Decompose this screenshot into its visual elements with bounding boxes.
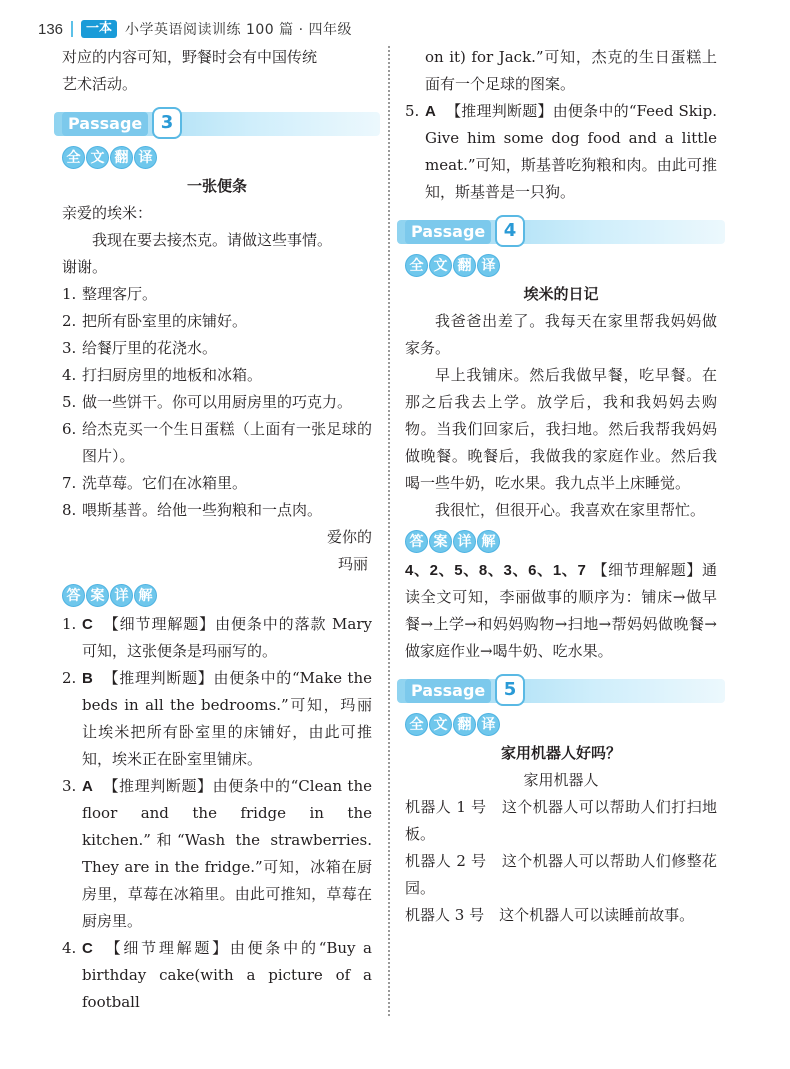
tag-char: 全 (62, 146, 85, 169)
tag-char: 文 (429, 254, 452, 277)
answer-letter: A (425, 103, 436, 120)
tag-char: 译 (477, 713, 500, 736)
answer-number: 4. (62, 939, 77, 957)
diary-title: 埃米的日记 (523, 285, 599, 303)
note-body: 我现在要去接杰克。请做这些事情。 (92, 231, 333, 249)
answer-text: 【推理判断题】由便条中的“Clean the floor and the fridge in the kitchen.”和“Wash the strawberries. They are in the fridge.”可知，冰箱在厨房里，草莓在冰箱里。由此可推知，草莓在厨房里。 (82, 777, 372, 930)
task-number: 4. (62, 366, 77, 384)
task-number: 5. (62, 393, 77, 411)
answer-item (62, 611, 372, 665)
task-text: 整理客厅。 (82, 285, 158, 303)
tag-char: 全 (405, 713, 428, 736)
page-number: 136 (38, 20, 64, 38)
answer-text: 【推理判断题】由便条中的“Make the beds in all the bedrooms.”可知，玛丽让埃米把所有卧室里的床铺好，由此可推知，埃米正在卧室里铺床。 (82, 669, 372, 768)
task-number: 8. (62, 501, 77, 519)
intro-line-2: 艺术活动。 (62, 75, 138, 93)
tag-char: 详 (110, 584, 133, 607)
task-number: 2. (62, 312, 77, 330)
passage-5-banner (397, 673, 717, 707)
tag-char: 翻 (110, 146, 133, 169)
task-text: 喂斯基普。给他一些狗粮和一点肉。 (82, 501, 323, 519)
task-number: 1. (62, 285, 77, 303)
task-item (62, 335, 372, 362)
answer-item (62, 935, 372, 1016)
task-item (62, 308, 372, 335)
task-text: 把所有卧室里的床铺好。 (82, 312, 248, 330)
answer-text: 【细节理解题】由便条中的落款 Mary 可知，这张便条是玛丽写的。 (82, 615, 372, 660)
tag-char: 案 (86, 584, 109, 607)
answer-order: 4、2、5、8、3、6、1、7 (405, 562, 586, 579)
answer-letter: B (82, 670, 93, 687)
translation-tag (62, 146, 372, 169)
tag-char: 解 (134, 584, 157, 607)
passage-label: Passage (62, 112, 148, 136)
passage-label: Passage (405, 220, 491, 244)
tag-char: 文 (86, 146, 109, 169)
answer-letter: A (82, 778, 93, 795)
passage-label: Passage (405, 679, 491, 703)
tag-char: 全 (405, 254, 428, 277)
translation-tag (405, 254, 717, 277)
tag-char: 答 (62, 584, 85, 607)
passage-number: 4 (495, 215, 525, 247)
tag-char: 翻 (453, 713, 476, 736)
passage-number: 5 (495, 674, 525, 706)
task-text: 打扫厨房里的地板和冰箱。 (82, 366, 263, 384)
task-item (62, 416, 372, 470)
answer-text: 【细节理解题】通读全文可知，李丽做事的顺序为：铺床→做早餐→上学→和妈妈购物→扫地→帮妈妈做晚餐→做家庭作业→喝牛奶、吃水果。 (405, 561, 717, 660)
tag-char: 答 (405, 530, 428, 553)
answer-item (62, 665, 372, 773)
answer-item (405, 98, 717, 206)
book-title: 小学英语阅读训练 100 篇 · 四年级 (125, 22, 353, 38)
task-item (62, 362, 372, 389)
robot-entry: 机器人 3 号 这个机器人可以读睡前故事。 (405, 906, 695, 924)
diary-paragraph: 我爸爸出差了。我每天在家里帮我妈妈做家务。 (405, 312, 717, 357)
task-text: 洗草莓。它们在冰箱里。 (82, 474, 248, 492)
robot-entry: 机器人 2 号 这个机器人可以帮助人们修整花园。 (405, 852, 717, 897)
answer-number: 1. (62, 615, 77, 633)
column-divider (388, 46, 390, 1016)
right-column (405, 44, 717, 929)
task-text: 给餐厅里的花浇水。 (82, 339, 218, 357)
passage-3-banner (54, 106, 372, 140)
passage-4-banner (397, 214, 717, 248)
brand-logo: 一本 (81, 20, 117, 38)
diary-paragraph: 早上我铺床。然后我做早餐，吃早餐。在那之后我去上学。放学后，我和我妈妈去购物。当我们回家后，我扫地。然后我帮我妈妈做晚餐。晚餐后，我做我的家庭作业。然后我喝一些牛奶，吃水果。我九点半上床睡觉。 (405, 366, 717, 492)
task-number: 7. (62, 474, 77, 492)
answer-number: 2. (62, 669, 77, 687)
passage-number: 3 (152, 107, 182, 139)
note-signature: 玛丽 (337, 555, 368, 573)
note-closing: 爱你的 (326, 528, 372, 546)
page-header (38, 18, 352, 40)
task-item (62, 389, 372, 416)
tag-char: 翻 (453, 254, 476, 277)
diary-paragraph: 我很忙，但很开心。我喜欢在家里帮忙。 (435, 501, 706, 519)
tag-char: 文 (429, 713, 452, 736)
task-number: 3. (62, 339, 77, 357)
tag-char: 详 (453, 530, 476, 553)
robots-subtitle: 家用机器人 (523, 771, 599, 789)
answer-letter: C (82, 940, 93, 957)
left-column (62, 44, 372, 1016)
intro-line-1: 对应的内容可知，野餐时会有中国传统 (62, 48, 318, 66)
answer-number: 5. (405, 102, 420, 120)
answer-letter: C (82, 616, 93, 633)
tag-char: 译 (134, 146, 157, 169)
answer-item (62, 773, 372, 935)
header-divider (71, 21, 73, 37)
answer-text: 【推理判断题】由便条中的“Feed Skip. Give him some dog food and a little meat.”可知，斯基普吃狗粮和肉。由此可推知，斯基普是一只狗。 (425, 102, 717, 201)
translation-tag (405, 713, 717, 736)
task-text: 给杰克买一个生日蛋糕（上面有一张足球的图片）。 (82, 420, 372, 465)
note-thanks: 谢谢。 (62, 258, 108, 276)
task-item (62, 281, 372, 308)
answer-continuation: on it) for Jack.”可知，杰克的生日蛋糕上面有一个足球的图案。 (425, 48, 717, 93)
task-number: 6. (62, 420, 77, 438)
tag-char: 案 (429, 530, 452, 553)
order-answer (405, 557, 717, 665)
note-title: 一张便条 (186, 177, 247, 195)
note-greeting: 亲爱的埃米： (62, 204, 153, 222)
task-item (62, 497, 372, 524)
answer-tag (405, 530, 717, 553)
robot-entry: 机器人 1 号 这个机器人可以帮助人们打扫地板。 (405, 798, 717, 843)
robots-title: 家用机器人好吗？ (500, 744, 621, 762)
answer-text: 【细节理解题】由便条中的“Buy a birthday cake(with a picture of a football (82, 939, 372, 1011)
task-text: 做一些饼干。你可以用厨房里的巧克力。 (82, 393, 353, 411)
answer-number: 3. (62, 777, 77, 795)
tag-char: 译 (477, 254, 500, 277)
answer-tag (62, 584, 372, 607)
tag-char: 解 (477, 530, 500, 553)
task-item (62, 470, 372, 497)
